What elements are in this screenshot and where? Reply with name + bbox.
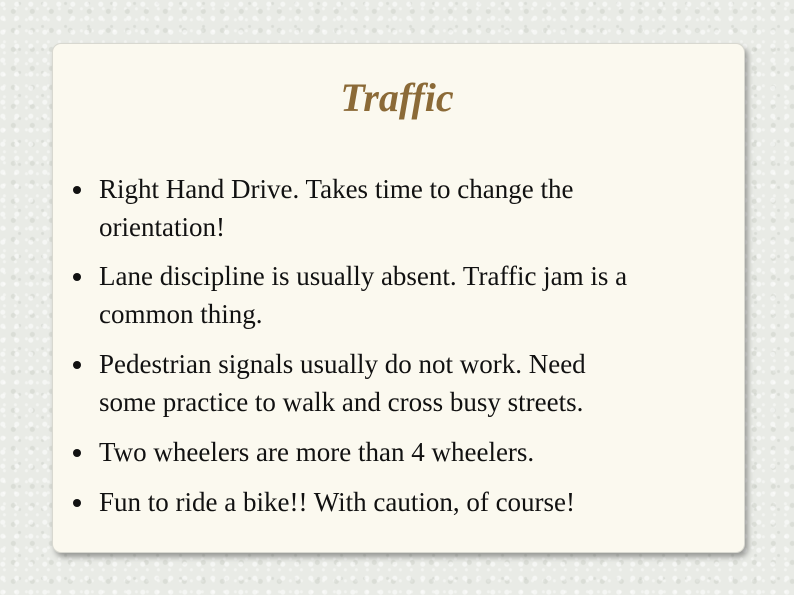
- bullet-line: orientation!: [99, 212, 225, 242]
- bullet-text: [99, 483, 734, 521]
- bullet-line: Lane discipline is usually absent. Traffic jam is a: [99, 261, 628, 291]
- bullet-text: [99, 170, 734, 246]
- bullet-line: Two wheelers are more than 4 wheelers.: [99, 437, 535, 467]
- bullet-line: some practice to walk and cross busy streets.: [99, 387, 584, 417]
- bullet-dot-icon: [73, 361, 81, 369]
- bullet-line: Right Hand Drive. Takes time to change the: [99, 174, 574, 204]
- bullet-text: [99, 257, 734, 333]
- bullet-line: Fun to ride a bike!! With caution, of course!: [99, 487, 576, 517]
- bullet-text: [99, 345, 734, 421]
- bullet-dot-icon: [73, 273, 81, 281]
- bullet-dot-icon: [73, 186, 81, 194]
- bullet-line: common thing.: [99, 299, 263, 329]
- bullet-text: [99, 433, 734, 471]
- bullet-dot-icon: [73, 449, 81, 457]
- slide-title: Traffic: [340, 75, 454, 120]
- bullet-dot-icon: [73, 499, 81, 507]
- bullet-line: Pedestrian signals usually do not work. Need: [99, 349, 586, 379]
